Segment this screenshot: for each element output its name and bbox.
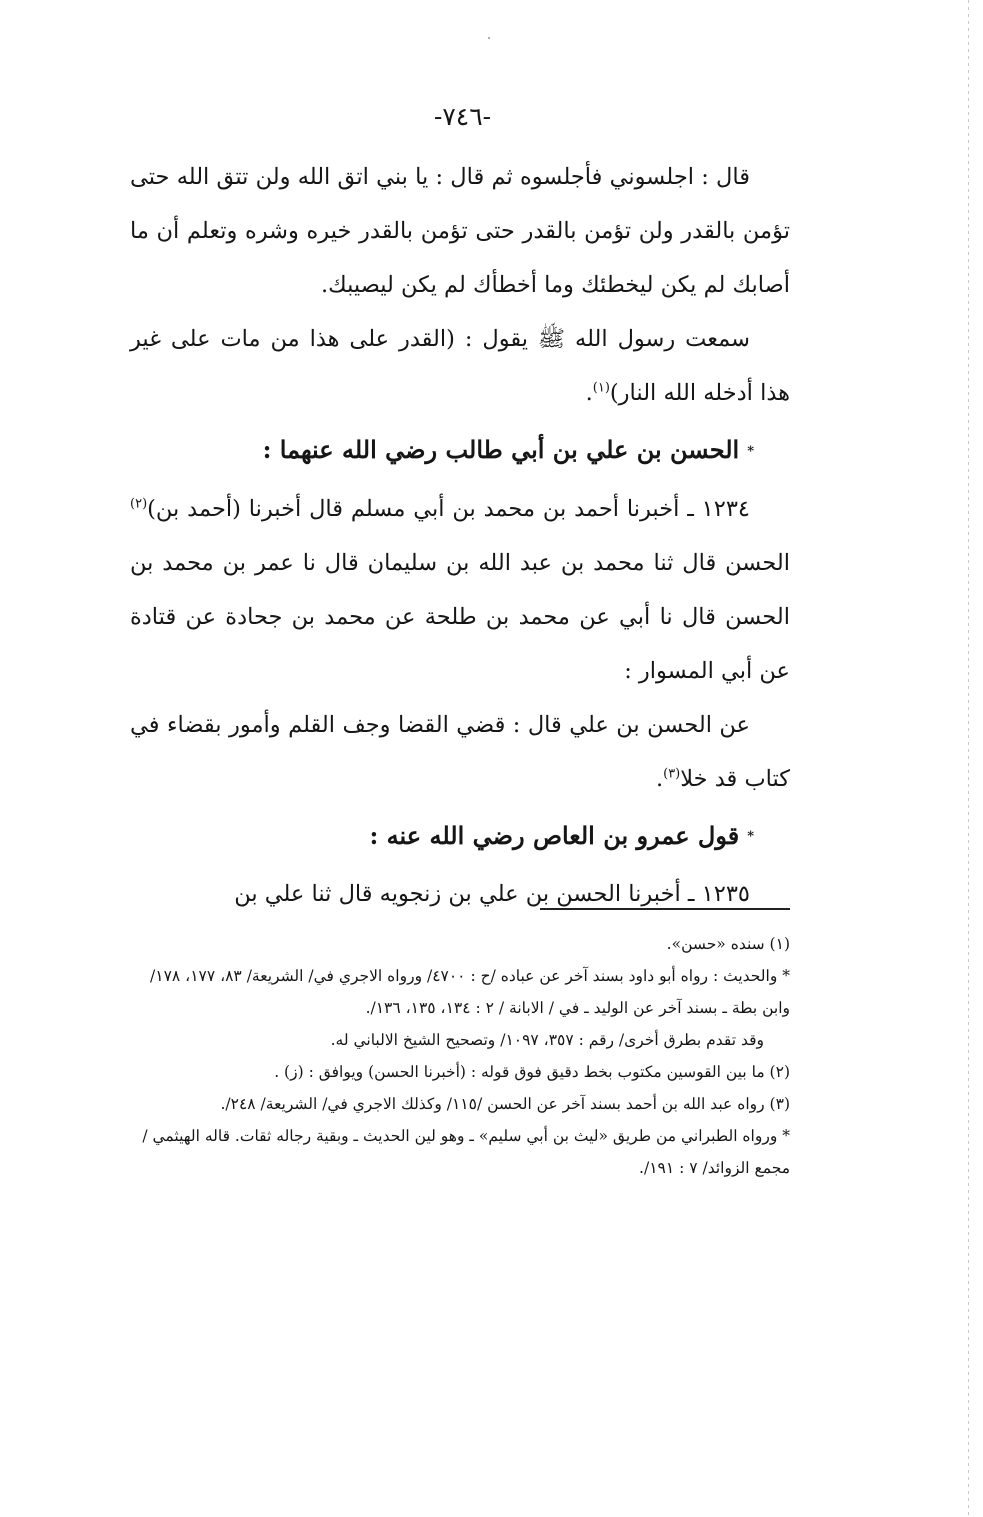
footnote-3: (٣) رواه عبد الله بن أحمد بسند آخر عن الحسن /١١٥/ وكذلك الاجري في/ الشريعة/ ٢٤٨/.	[220, 1095, 790, 1113]
heading-hasan-text: الحسن بن علي بن أبي طالب رضي الله عنهما :	[262, 435, 740, 464]
scan-edge-line	[968, 0, 969, 1517]
paragraph-1234-text-a: ١٢٣٤ ـ أخبرنا أحمد بن محمد بن أبي مسلم قال أخبرنا (أحمد بن)	[147, 495, 750, 522]
paragraph-1235: ١٢٣٥ ـ أخبرنا الحسن بن علي بن زنجويه قال ثنا علي بن	[234, 881, 750, 907]
heading-marker-1: *	[747, 443, 754, 459]
footnote-2: (٢) ما بين القوسين مكتوب بخط دقيق فوق قوله : (أخبرنا الحسن) ويوافق : (ز) .	[274, 1063, 790, 1081]
heading-marker-2: *	[747, 829, 754, 844]
footnote-1-note-b: وقد تقدم بطرق أخرى/ رقم : ٣٥٧، ١٠٩٧/ وتصحيح الشيخ الالباني له.	[330, 1031, 764, 1049]
footnote-ref-2: (٢)	[130, 496, 148, 511]
paragraph-1234-text-b: الحسن قال ثنا محمد بن عبد الله بن سليمان قال نا عمر بن محمد بن الحسن قال نا أبي عن محمد بن طلحة عن محمد بن جحادة عن قتادة عن أبي المسوار :	[130, 549, 790, 684]
scan-speck	[488, 37, 490, 39]
paragraph-1: قال : اجلسوني فأجلسوه ثم قال : يا بني اتق الله ولن تتق الله حتى تؤمن بالقدر ولن تؤمن بالقدر حتى تؤمن بالقدر خيره وشره وتعلم أن ما أصابك لم يكن ليخطئك وما أخطأك لم يكن ليصيبك.	[130, 164, 790, 298]
paragraph-2-period: .	[585, 380, 593, 406]
section-heading-amr	[130, 806, 790, 868]
paragraph-2-text: سمعت رسول الله ﷺ يقول : (القدر على هذا من مات على غير هذا أدخله الله النار)	[130, 326, 790, 406]
footnote-3-note: * ورواه الطبراني من طريق «ليث بن أبي سليم» ـ وهو لين الحديث ـ وبقية رجاله ثقات. قاله الهيثمي /مجمع الزوائد/ ٧ : ١٩١/.	[142, 1127, 790, 1177]
page-number: -٧٤٦-	[433, 102, 492, 131]
footnote-1: (١) سنده «حسن».	[666, 935, 790, 953]
footnote-ref-3: (٣)	[663, 766, 681, 781]
paragraph-hasan-saying	[130, 698, 790, 806]
paragraph-1234	[130, 482, 790, 698]
section-heading-hasan	[130, 420, 790, 482]
footnote-separator	[540, 908, 790, 910]
footnotes	[140, 928, 790, 1184]
footnote-1-note-a: * والحديث : رواه أبو داود بسند آخر عن عباده /ح : ٤٧٠٠/ ورواه الاجري في/ الشريعة/ ٨٣، ١٧٧، ١٧٨/ وابن بطة ـ بسند آخر عن الوليد ـ في / الابانة / ٢ : ١٣٤، ١٣٥، ١٣٦/.	[150, 967, 790, 1017]
heading-amr-text: قول عمرو بن العاص رضي الله عنه :	[369, 820, 740, 850]
paragraph-2	[130, 312, 790, 420]
footnote-ref-1: (١)	[592, 380, 610, 396]
paragraph-hasan-saying-text: عن الحسن بن علي قال : قضي القضا وجف القلم وأمور بقضاء في كتاب قد خلا	[130, 711, 790, 792]
paragraph-hasan-period: .	[655, 765, 664, 792]
main-text	[130, 150, 790, 921]
